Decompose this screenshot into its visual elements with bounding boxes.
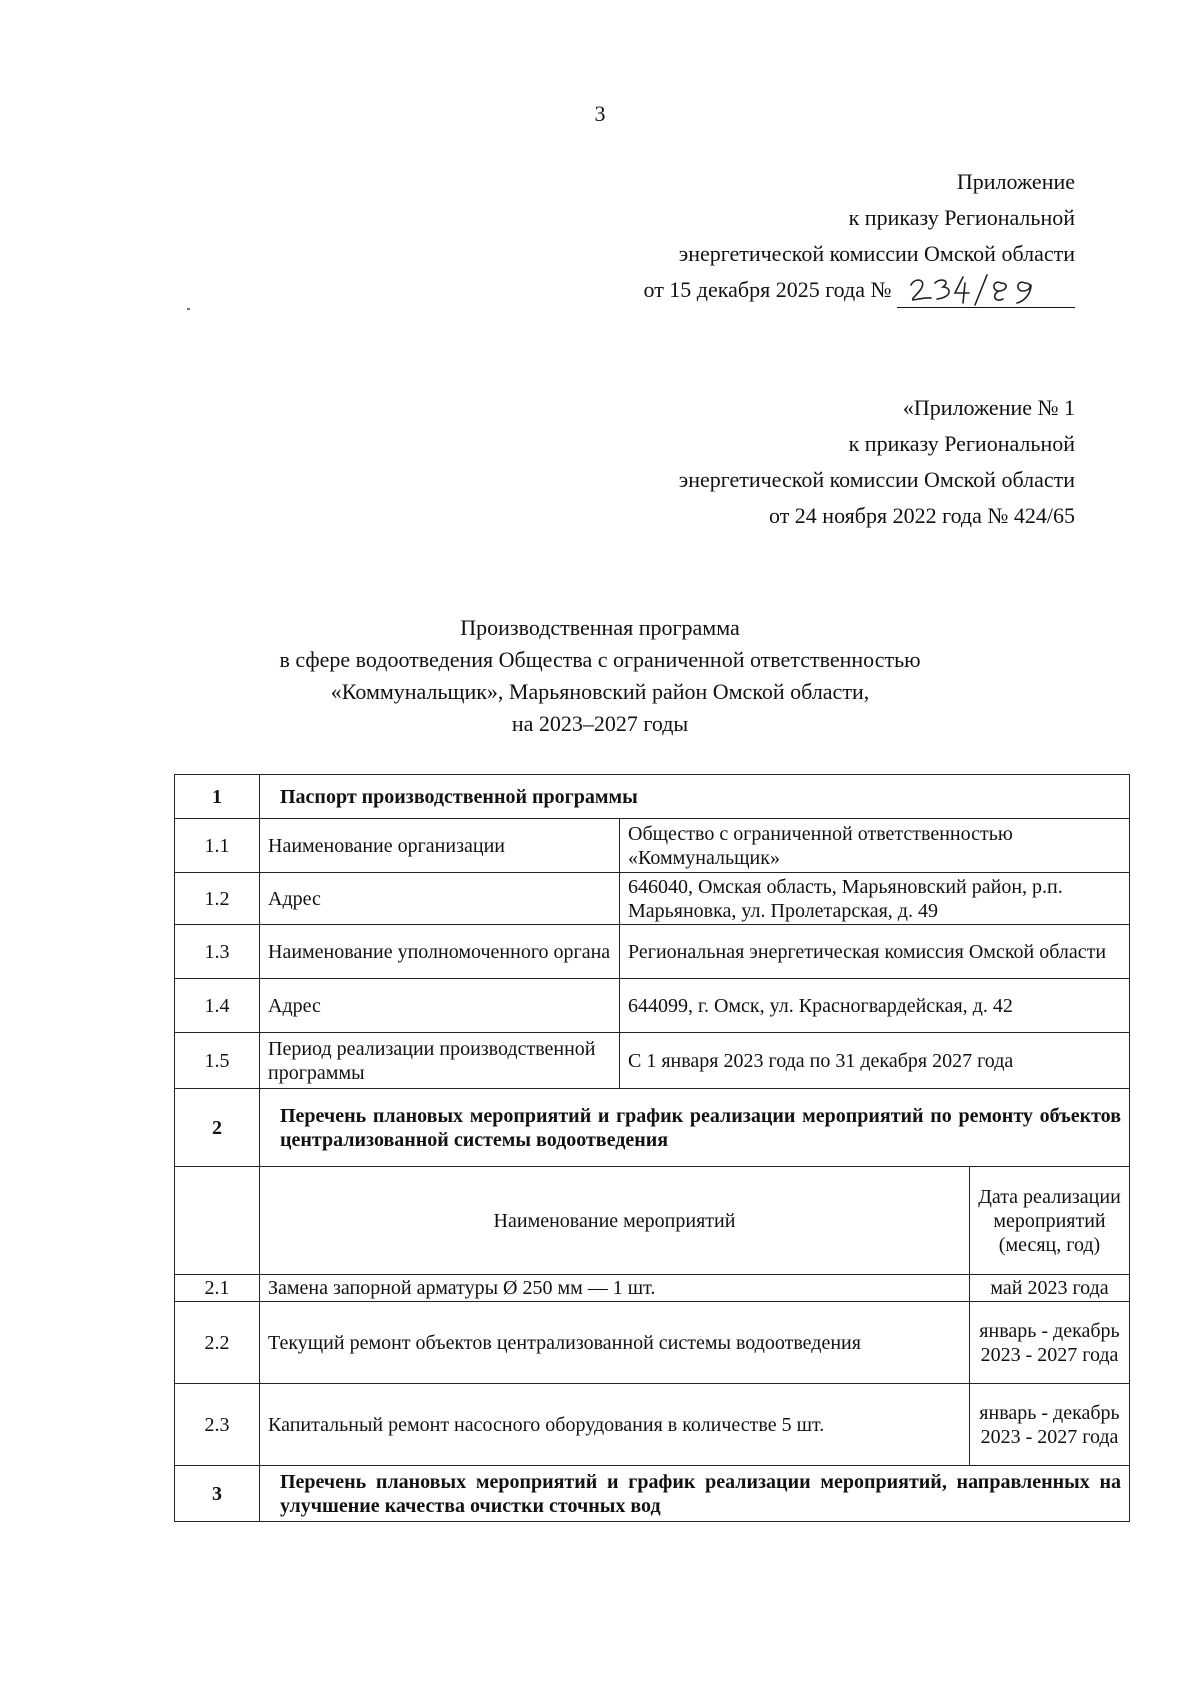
section-3-header-row (175, 1466, 1130, 1522)
row-value: 644099, г. Омск, ул. Красногвардейская, д. 42 (620, 979, 1130, 1033)
section-1-num: 1 (175, 775, 260, 819)
document-title (0, 612, 1200, 740)
row-value: Региональная энергетическая комиссия Омской области (620, 925, 1130, 979)
program-table (174, 774, 1130, 1522)
approval-block (475, 164, 1075, 308)
page-number: 3 (594, 101, 606, 126)
approval-line-4 (475, 272, 1075, 308)
title-line-3: «Коммунальщик», Марьяновский район Омской области, (330, 679, 870, 704)
row-label: Адрес (260, 979, 620, 1033)
approval-date: от 15 декабря 2025 года № (643, 277, 892, 302)
row-num: 1.5 (175, 1033, 260, 1089)
section-3-num: 3 (175, 1466, 260, 1522)
row-date: январь - декабрь 2023 - 2027 года (970, 1302, 1130, 1384)
row-value: 646040, Омская область, Марьяновский район, р.п. Марьяновка, ул. Пролетарская, д. 49 (620, 873, 1130, 925)
table-row (175, 1302, 1130, 1384)
column-header-name: Наименование мероприятий (260, 1167, 970, 1275)
table-row (175, 979, 1130, 1033)
row-num: 1.3 (175, 925, 260, 979)
section-2-title: Перечень плановых мероприятий и график реализации мероприятий по ремонту объектов централизованной системы водоотведения (260, 1089, 1130, 1167)
row-num: 1.4 (175, 979, 260, 1033)
annex-line-2: к приказу Региональной (848, 431, 1075, 456)
approval-line-3: энергетической комиссии Омской области (678, 241, 1075, 266)
section-1-title: Паспорт производственной программы (260, 775, 1130, 819)
table-row (175, 1384, 1130, 1466)
annex-line-1: «Приложение № 1 (902, 395, 1075, 420)
row-label: Адрес (260, 873, 620, 925)
title-line-2: в сфере водоотведения Общества с ограниченной ответственностью (279, 647, 921, 672)
handwritten-order-number (897, 275, 1075, 308)
approval-line-1: Приложение (956, 169, 1075, 194)
section-2-num: 2 (175, 1089, 260, 1167)
row-label: Период реализации производственной программы (260, 1033, 620, 1089)
table-row (175, 1033, 1130, 1089)
scan-speck (187, 308, 190, 310)
row-value: С 1 января 2023 года по 31 декабря 2027 года (620, 1033, 1130, 1089)
row-num: 2.1 (175, 1275, 260, 1302)
row-name: Капитальный ремонт насосного оборудования в количестве 5 шт. (260, 1384, 970, 1466)
row-label: Наименование организации (260, 819, 620, 873)
handwritten-order-number-icon (905, 271, 1055, 307)
row-num: 1.1 (175, 819, 260, 873)
section-3-title: Перечень плановых мероприятий и график реализации мероприятий, направленных на улучшение качества очистки сточных вод (260, 1466, 1130, 1522)
column-header-date: Дата реализации мероприятий (месяц, год) (970, 1167, 1130, 1275)
title-line-4: на 2023–2027 годы (511, 711, 689, 736)
row-name: Замена запорной арматуры Ø 250 мм — 1 шт. (260, 1275, 970, 1302)
row-date: май 2023 года (970, 1275, 1130, 1302)
title-line-1: Производственная программа (460, 615, 740, 640)
annex-block (475, 390, 1075, 534)
section-1-header-row (175, 775, 1130, 819)
approval-line-2: к приказу Региональной (848, 205, 1075, 230)
row-num: 2.2 (175, 1302, 260, 1384)
table-row (175, 819, 1130, 873)
row-num: 2.3 (175, 1384, 260, 1466)
row-name: Текущий ремонт объектов централизованной системы водоотведения (260, 1302, 970, 1384)
annex-line-3: энергетической комиссии Омской области (678, 467, 1075, 492)
section-2-header-row (175, 1089, 1130, 1167)
empty-cell (175, 1167, 260, 1275)
table-row (175, 873, 1130, 925)
row-label: Наименование уполномоченного органа (260, 925, 620, 979)
table-row (175, 925, 1130, 979)
row-date: январь - декабрь 2023 - 2027 года (970, 1384, 1130, 1466)
section-2-column-header-row (175, 1167, 1130, 1275)
row-value: Общество с ограниченной ответственностью «Коммунальщик» (620, 819, 1130, 873)
table-row (175, 1275, 1130, 1302)
row-num: 1.2 (175, 873, 260, 925)
annex-line-4: от 24 ноября 2022 года № 424/65 (768, 503, 1075, 528)
